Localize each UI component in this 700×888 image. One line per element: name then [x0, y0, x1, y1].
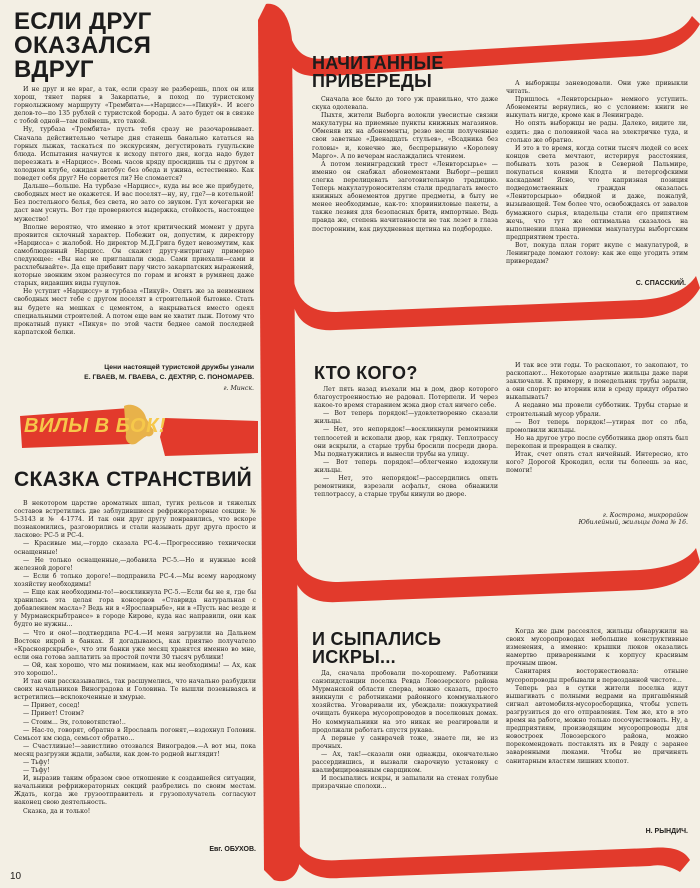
article-friend-title: ЕСЛИ ДРУГ ОКАЗАЛСЯ ВДРУГ — [14, 8, 152, 83]
article-fairy-tale-body: В некотором царстве ароматных шпал, тугих рельсов и тяжелых составов встретились две заблудившиеся рефрижераторные секции: № 5-3143 и № 4-1774. И так они друг другу понравились, что вскоре познакомились, разговорились и стали называть друг друга просто и ласково: РС-5 и РС-4. — Красивые мы,—гордо сказала РС-4.—Прогрессивно технически оснащенные! — Не только оснащенные,—добавила РС-5.—Но и нужные всей железной дороге! — Если б только дороге!—подправила РС-4.—Мы всему народному хозяйству необходимы! — Еще как необходимы-то!—воскликнула РС-5.—Если бы не я, где бы хранилась эта целая гора консервов «Ставрида натуральная с добавлением масла»? Ведь ни в «Ярославрыбе», ни в «Пусть нас везде и у Мурманскрыбтрансе» в городе Кирове, куда нас направили, они как будто не нужны... — Что и оно!—подтвердила РС-4.—И меня загрузили на Дальнем Востоке икрой в банках. Я догадываюсь, как приятно получатело «Красноярскрыбе», что эти банки уже месяц хранятся именно во мне, если она готова заплатить за простой почти 30 тысяч рублики! — Ой, как хорошо, что мы понимаем, как мы необходимы! — Ах, как это хорошо!.. И так они рассказывались, так расшумелись, что начально разбудили своих начальников Виноградова и Головина. Те вышли позевываясь и встретились—всклокоченные и хмурые. — Привет, сосед! — Привет! Стоим? — Стоим... Эх, головотяпство!.. — Нас-то, говорят, обратно в Ярославль погонят,—вздохнул Головин. Семьсот км сюда, семьсот обратно... — Счастливые!—завистливо отозвался Виноградов.—А вот мы, пока месяц разгрузки ждали, забыли, как дом-то родной выглядит! — Тьфу! — Тьфу! И, выразив таким образом свое отношение к создавшейся ситуации, начальники рефрижераторных секций разбрелись по своим местам. Ждать, когда же грузоотправитель и грузополучатель согласуют наконец свою деятельность. Сказка, да и только! — [14, 500, 256, 815]
article-who-whom-col1: Лет пять назад въехали мы в дом, двор которого благоустроенностью не радовал. Потерпели. И через какое-то время старанием жэка двор стал ничего себе. — Вот теперь порядок!—удовлетворенно сказали жильцы. — Нет, это непорядок!—воскликнули ремонтники теплосетей и вскопали двор, как грядку. Теплотрассу они вскрыли, а старые трубы бросили посреди двора. Мы поднатужились и вынесли трубы на улицу. — Вот теперь порядок!—облегченно вздохнули жильцы. — Нет, это непорядок!—рассердились опять ремонтники, взрезали асфальт, снова обнажили теплотрассу, а старые трубы кинули во дворе. — [314, 386, 498, 499]
article-fairy-tale-title: СКАЗКА СТРАНСТВИЙ — [14, 468, 253, 491]
article-sparks-title: И СЫПАЛИСЬ ИСКРЫ... — [312, 629, 442, 667]
article-friend-signature-intro: Цени настоящей туристской дружбы узнали — [104, 364, 254, 371]
article-readers-col1: Сначала все было до того уж правильно, что даже скука одолевала. Пыхтя, жители Выборга волокли увесистые связки макулатуры на приемные пункты книжных магазинов. Обменяв их на абонементы, резво несли полученные свои заветные «Двенадцать стульев», «Всадника без головы» и, конечно же, беспрерывную «Королеву Марго». А по вечерам наслаждались чтением. А потом ленинградский трест «Ленвторсырье» — именно он снабжал абонементами Выборг—решил слегка перелицевать заготовительную традицию. Теперь макулатуроносителям стали предлагать вместо книжных абонементов другие предметы, в быту не менее необходимые, как-то: хлорвиниловые пакеты, а также лезвия для безопасных бритв, импортные. Ведь правда же, степень начитанности не так лезет в глаза посторонним, как двухдневная щетина на подбородке. — [312, 96, 498, 233]
article-friend-location: г. Минск. — [223, 385, 254, 392]
article-readers-col2: А выборжцы заневодовали. Они уже привыкли читать. Пришлось «Ленвторсырью» немного уступить. Абонементы вернулись, но с условием: книги не выкупать нигде, кроме как в Ленинграде. Но опять выборжцы не рады. Далеко, видите ли, ездить: два с половиной часа на электричке туда, и столько же обратно. И это в то время, когда сотни тысяч людей со всех концов света мечтают, истерируя расстояния, побывать хоть разок в Северной Пальмире, покупаться конями Клодта и петергофскими каскадами! Ясно, что капризная позиция подведомственных граждан оказалась «Ленвторсырью» обидной и даже, пожалуй, вызывающей. Тем более что, освобождаясь от завалов бумажного сырья, владельцы стали его припятием жечь, что тут же оптимальна сказалось на выполнении плана приемки макулатуры выборгским предприятием треста. Вот, покуда план горит вкупе с макулатурой, в Ленинграде ломают голову: как же еще угодить этим привередам? — [506, 80, 688, 266]
banner-text: ВИЛЫ В БОК! — [24, 415, 167, 437]
page-number: 10 — [10, 871, 22, 882]
article-who-whom-col2: И так все эти годы. То раскопают, то закопают, то раскопают... Некоторые азартные жильцы даже пари заключали. К примеру, в понедельник трубы зарыли, а они спорят: во вторник или в среду придут обратно выкапывать? А недавно мы провели субботник. Трубы старые и строительный мусор убрали. — Вот теперь порядок!—утирая пот со лба, промолвили жильцы. Но на другое утро после субботника двор опять был перекопан и превращен в свалку. Итак, счет опять стал ничейный. Интересно, кто кого? Дорогой Крокодил, если ты болеешь за нас, помоги! — [506, 362, 688, 475]
section-banner — [12, 398, 167, 454]
article-readers-signature: С. СПАССКИЙ. — [635, 280, 686, 287]
article-friend-signature: Е. ГВАЕВ, М. ГВАЕВА, С. ДЕХТЯР, С. ПОНОМАРЕВ. — [84, 374, 254, 381]
article-sparks-signature: Н. РЫНДИЧ. — [645, 828, 688, 835]
article-friend-body: И не друг и не враг, а так, если сразу не разберешь, плох он или хорош, тянет парня в Закарпатье, в поход по туристскому горнолыжному маршруту «Трембита»—«Нарцисс»—«Пикуй». И всего делов-то—по 135 рублей с туристской бороды. А зато будет он в связке с тобой одной—там поймешь, кто такой. Ну, турбаза «Трембита» пусть тебя сразу не разочаровывает. Сначала действительно четыре дня станешь банально кататься на горных лыжах, таскаться по экскурсиям, дегустировать гуцульские блюда. Испытания начнутся к исходу пятого дня, когда надо будет переезжать в «Нарцисс». Всемь часов кряду просидишь ты с другом в холодном клубе, ожидая автобус без обеда и ужина, естественно. Как поведет себя друг? Не сорвется ли? Не сломается? Дальше—больше. На турбазе «Нарцисс», куда вы все же прибудете, свободных мест не окажется. И вас поселят—ну, ну, где?—в котельной! Без постельного белья, без света, но зато со звуком. Гул кочегарки не даст вам уснуть. Вот где проверяются выдержка, стойкость, настоящее мужество! Вполне вероятно, что именно в этот критический момент у друга проявится склочный характер. Побежит он, допустим, к директору «Нарцисса» с жалобой. Но директор М.Д.Грига будет невозмутим, как самоблюденный Нарцисс. Он скажет другу-интригану примерно следующее: «Вы нас не приглашали сюда. Сами приехали—сами и расхлебывайте». Да еще прибавит пару чисто закарпатских выражений, которые звонким эхом разнесутся по горам и вгонят в румянец даже старых, видавших виды гуцулов. Не уступит «Нарциссу» и турбаза «Пикуй». Опять же за неимением свободных мест тебе с другом поселят в строительной бытовке. Стать вы будете на мешках с цементом, а накрываться вместо одеял специальными строителей. А потом еще вам не хватит лыж. Потому что прокатный пункт «Пикуя» по этой части беднее самой последней карпатской белки. — [14, 86, 254, 336]
article-sparks-col1: Да, сначала пробовали по-хорошему. Работники санэпидстанции поселка Ревда Ловозерского района Мурманской области сперва, можно сказать, просто вникнули с работниками районного коммунального хозяйства. Уговаривали их, убеждали: пожкухратией очищать бункера мусоропроводов в поселковых домах. Но коммунальники на это никак не реагировали и продолжали работать спустя рукава. А первые у санврачей тоже, знаете ли, не из прочных. — Ах, так!—сказали они однажды, окончательно рассердившись, и вызвали сварочную установку с квалифицированным сварщиком. И посыпались искры, и запылали на стенах голубые призрачные сполохи... — [312, 670, 498, 791]
article-who-whom-title: КТО КОГО? — [314, 363, 418, 383]
article-readers-title: НАЧИТАННЫЕ ПРИВЕРЕДЫ — [312, 53, 444, 91]
article-who-whom-location: г. Кострома, микрорайон Юбилейный, жильцы дома № 16. — [578, 512, 688, 526]
article-sparks-col2: Когда же дым рассеялся, жильцы обнаружили на своих мусоропроводах небольшие конструктивные изменения, а именно: крышки люков оказались намертво приваренными к корпусу красивым прочным швом. Санитария восторжествовала: отныне мусоропроводы пребывали в первозданной чистоте... Теперь раз в сутки жители поселка идут вышагивать с полными ведрами на пригашённый сигнал автомобиля-мусоросборщика, чтобы успеть разгрузиться до его отправления. Тем же, кто в это время на работе, можно только посочувствовать. Ну, а предприятиям, производящим мусоропроводы для новостроек Ловозерского района, можно порекомендовать поставлять их в Ревду с заранее заваренными люками. Чтобы не причинять санитарным властям лишних хлопот. — [506, 628, 688, 765]
article-fairy-tale-signature: Евг. ОБУХОВ. — [209, 846, 256, 853]
